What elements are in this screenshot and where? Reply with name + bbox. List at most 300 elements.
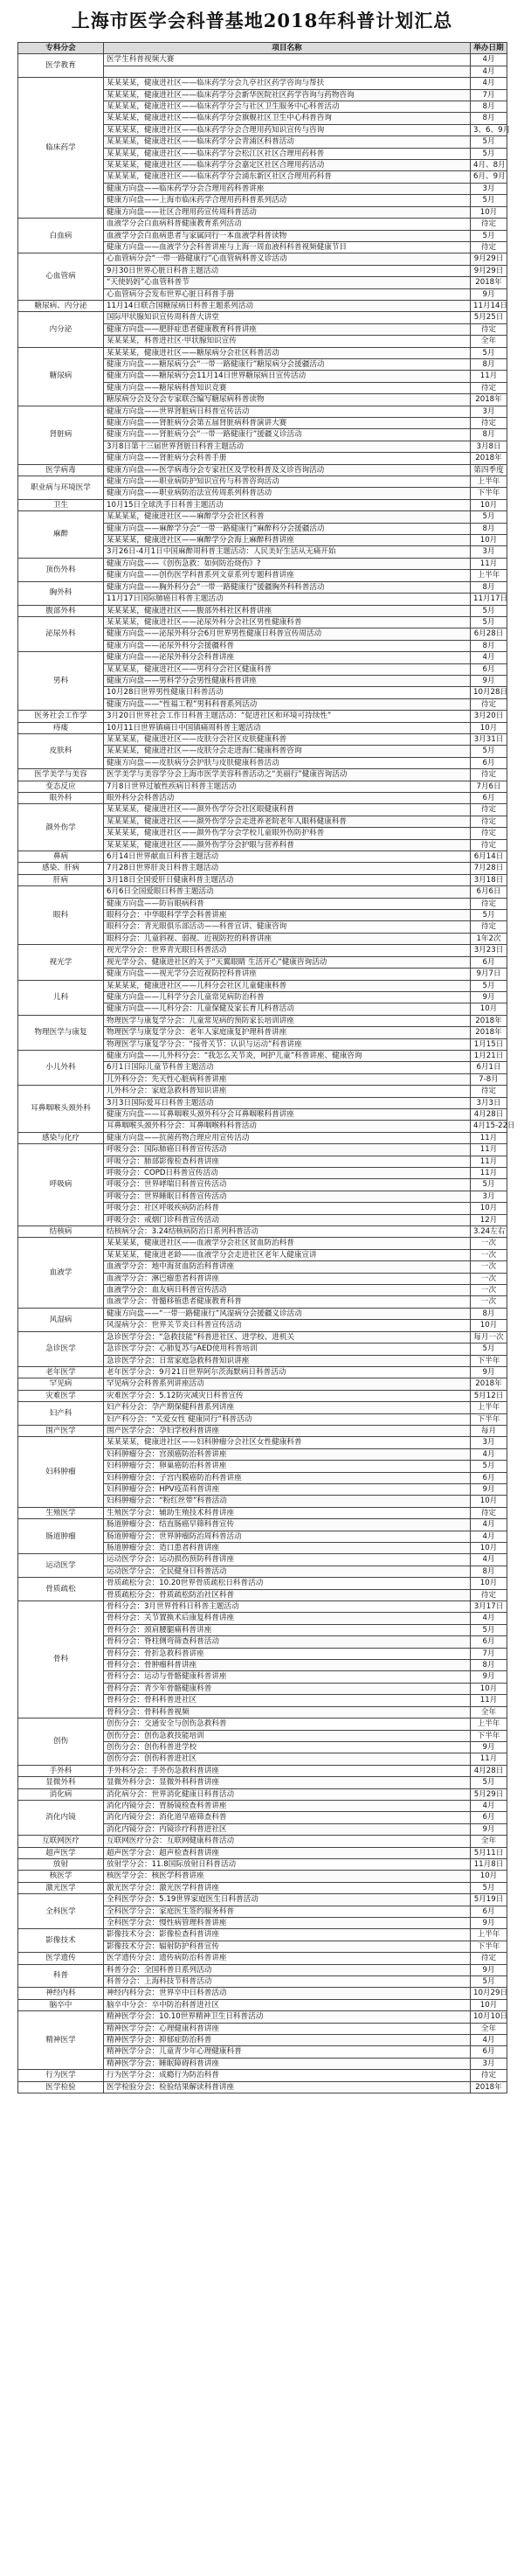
- branch-cell: 脑卒中: [18, 1999, 104, 2010]
- date-cell: 2018年: [471, 2081, 507, 2093]
- table-row: [18, 1554, 507, 1566]
- branch-cell: 科普: [18, 1964, 104, 1988]
- table-row: [18, 1015, 507, 1026]
- date-cell: 9月: [471, 675, 507, 686]
- date-cell: 3.24左右: [471, 1226, 507, 1238]
- project-cell: 某某某某，健康进社区——皮肤分会走进海仁健康科普咨询: [104, 746, 471, 757]
- project-cell: 放射学分会：11.8国际放射日科普活动: [104, 1858, 471, 1870]
- table-row: [18, 1871, 507, 1882]
- table-row: [18, 793, 507, 804]
- project-cell: 视光学分会、健康进社区的关于“天翼眼睛 生活开心”健康咨询活动: [104, 956, 471, 968]
- table-row: [18, 253, 507, 265]
- date-cell: 全年: [471, 1836, 507, 1847]
- project-cell: 儿外科分会：家庭急救科普知识讲座: [104, 1086, 471, 1097]
- date-cell: 10月: [471, 1999, 507, 2010]
- date-cell: 2018年: [471, 394, 507, 406]
- project-cell: 精神医学分会：抑郁症防治科普: [104, 2035, 471, 2046]
- project-cell: 骨科分会：青少年骨骼健康科普: [104, 1683, 471, 1694]
- project-cell: 呼吸分会：肺部影像检查科普讲座: [104, 1156, 471, 1167]
- project-cell: 健康方向盘——“性福工程”男科科普系列活动: [104, 698, 471, 710]
- project-cell: 某某某某，健康进社区——颜外伤学分会学校儿童眼外伤防护科普: [104, 828, 471, 839]
- table-row: [18, 2081, 507, 2093]
- date-cell: 4月: [471, 1613, 507, 1624]
- date-cell: 9月: [471, 288, 507, 300]
- project-cell: 健康方向盘——儿外科分会：“我怎么关节炎，呵护儿童”科普讲座、健康咨询: [104, 1050, 471, 1061]
- date-cell: 2018年: [471, 1015, 507, 1026]
- date-cell: 10月: [471, 1543, 507, 1554]
- branch-cell: 影像技术: [18, 1929, 104, 1953]
- project-cell: 眼科分会：青光眼俱乐部活动——科普宣讲、健康咨询: [104, 921, 471, 933]
- project-cell: 3月20日世界社会工作日科普主题活动：“促进社区和环境可持续性”: [104, 711, 471, 722]
- date-cell: 4月: [471, 2035, 507, 2046]
- date-cell: 2018年: [471, 1378, 507, 1390]
- date-cell: 6月、9月: [471, 171, 507, 183]
- project-cell: 耳鼻咽喉头颈外科分会：耳鼻咽喉科科普活动: [104, 1121, 471, 1132]
- project-cell: 6月1日国际儿童节科普主题活动: [104, 1062, 471, 1073]
- branch-cell: 皮肤科: [18, 733, 104, 768]
- project-cell: 国际甲状腺知识宣传周科普大讲堂: [104, 312, 471, 323]
- table-row: [18, 2070, 507, 2081]
- branch-cell: 医务社会工作学: [18, 711, 104, 722]
- project-cell: 骨科分会：运动与骨骼健康科普讲座: [104, 1671, 471, 1683]
- project-cell: 医学检验分会：检验结果解读科普讲座: [104, 2081, 471, 2093]
- date-cell: 3月23日: [471, 945, 507, 956]
- table-row: [18, 1964, 507, 1975]
- project-cell: 运动医学分会：全民健身日科普活动: [104, 1566, 471, 1577]
- project-cell: 显微外科分会：显微外科科普讲座: [104, 1777, 471, 1788]
- date-cell: 11月: [471, 1144, 507, 1156]
- table-row: [18, 1238, 507, 1249]
- branch-cell: 结核病: [18, 1226, 104, 1238]
- table-row: [18, 616, 507, 628]
- branch-cell: 医学遗传: [18, 1953, 104, 1964]
- branch-cell: 肠道肿瘤: [18, 1519, 104, 1554]
- page-title: 上海市医学会科普基地2018年科普计划汇总: [71, 10, 453, 31]
- branch-cell: 妇科肿瘤: [18, 1437, 104, 1507]
- date-cell: 一次: [471, 1249, 507, 1260]
- table-row: [18, 1132, 507, 1143]
- date-cell: 4月: [471, 652, 507, 663]
- date-cell: 3月: [471, 2058, 507, 2069]
- table-row: [18, 1800, 507, 1811]
- branch-cell: 激光医学: [18, 1882, 104, 1893]
- project-cell: 健康方向盘——肥胖症患者健康教育科普讲座: [104, 323, 471, 335]
- table-row: [18, 980, 507, 991]
- header-project: 项目名称: [104, 43, 471, 54]
- project-cell: 9月30日世界心脏日科普主题活动: [104, 265, 471, 276]
- date-cell: 8月: [471, 101, 507, 113]
- date-cell: 6月: [471, 757, 507, 768]
- date-cell: 5月25日: [471, 312, 507, 323]
- project-cell: 某某某某，科普进社区·甲状腺知识宣传: [104, 336, 471, 347]
- project-cell: 某某某某，健康进老龄——血液学分会走进社区老年人健康宣讲: [104, 1249, 471, 1260]
- project-cell: 健康方向盘——糖尿病分会11月14日世界糖尿病日宣传活动: [104, 371, 471, 382]
- project-cell: 骨质疏松分会：10.20世界骨质疏松日科普活动: [104, 1578, 471, 1589]
- header-date: 举办日期: [471, 43, 507, 54]
- project-cell: 肠道肿瘤分会：世界肿瘤防治周科普活动: [104, 1531, 471, 1542]
- date-cell: 9月: [471, 1741, 507, 1753]
- branch-cell: 医学教育: [18, 54, 104, 78]
- project-cell: 科普分会：全国科普日系列活动: [104, 1964, 471, 1975]
- date-cell: 4月28日: [471, 1108, 507, 1120]
- date-cell: 3月31日: [471, 733, 507, 745]
- date-cell: 5月: [471, 511, 507, 523]
- project-cell: 健康方向盘——血液学分会科普讲座与上海一周血液科科普视频健康节目: [104, 241, 471, 253]
- project-cell: 物理医学与康复学分会：“接骨关节：认识与运动”科普讲座: [104, 1038, 471, 1050]
- table-row: [18, 1437, 507, 1448]
- branch-cell: 肝病: [18, 874, 104, 885]
- date-cell: 待定: [471, 769, 507, 781]
- date-cell: 8月: [471, 113, 507, 124]
- project-cell: 健康方向盘——糖尿病分会“一带一路健康行”糖尿病分会援疆活动: [104, 358, 471, 370]
- table-row: [18, 605, 507, 616]
- project-cell: 眼科分会：中华眼科学学会科普讲座: [104, 910, 471, 921]
- project-cell: 创伤分会：创伤科普进社区: [104, 1753, 471, 1765]
- project-cell: 肠道肿瘤分会：造口患者科普讲座: [104, 1543, 471, 1554]
- branch-cell: 白血病: [18, 219, 104, 253]
- date-cell: 5月: [471, 195, 507, 206]
- project-cell: 血液学分会白血病患者与家属同行一本血液学科普读物: [104, 230, 471, 241]
- table-row: [18, 1988, 507, 1999]
- branch-cell: 职业病与环境医学: [18, 476, 104, 500]
- project-cell: 妇产科分会：“关爱女性 健康同行”科普活动: [104, 1413, 471, 1425]
- branch-cell: 消化内镜: [18, 1800, 104, 1835]
- branch-cell: 耳鼻咽喉头颈外科: [18, 1086, 104, 1133]
- date-cell: 待定: [471, 839, 507, 851]
- date-cell: 6月: [471, 1906, 507, 1917]
- branch-cell: 颜外伤学: [18, 804, 104, 851]
- date-cell: 7-8月: [471, 1073, 507, 1085]
- date-cell: 10月: [471, 1871, 507, 1882]
- table-row: [18, 733, 507, 745]
- table-row: [18, 219, 507, 230]
- table-row: [18, 1894, 507, 1906]
- project-cell: 健康方向盘——男科学分会男性健康科普讲座: [104, 675, 471, 686]
- project-cell: 手外科分会：手外伤急救科普讲座: [104, 1765, 471, 1776]
- date-cell: 10月: [471, 1578, 507, 1589]
- date-cell: 2018年: [471, 453, 507, 464]
- date-cell: 每月一次: [471, 1331, 507, 1343]
- table-row: [18, 1144, 507, 1156]
- date-cell: 待定: [471, 323, 507, 335]
- table-row: [18, 511, 507, 523]
- date-cell: 下半年: [471, 1413, 507, 1425]
- date-cell: 待定: [471, 241, 507, 253]
- table-row: [18, 78, 507, 89]
- date-cell: 9月: [471, 1483, 507, 1495]
- project-cell: 神经内科分会：世界卒中日科普活动: [104, 1988, 471, 1999]
- project-cell: 健康方向盘——肾脏病分会科普手册: [104, 453, 471, 464]
- project-cell: 某某某某，健康进社区——颜外伤学分会走进养老院老年人眼科健康科普: [104, 816, 471, 827]
- project-cell: 6月14日世界献血日科普主题活动: [104, 851, 471, 863]
- project-cell: 3月26日-4月1日中国麻醉周科普主题活动：人民美好生活从无痛开始: [104, 546, 471, 558]
- project-cell: 创伤分会：创伤科普进学校: [104, 1741, 471, 1753]
- project-cell: 行为医学分会：成瘾行为防治科普: [104, 2070, 471, 2081]
- table-row: [18, 1578, 507, 1589]
- branch-cell: 妇产科: [18, 1402, 104, 1426]
- project-cell: 某某某某，健康进社区——妇科肿瘤分会社区女性健康科普: [104, 1437, 471, 1448]
- date-cell: 4月: [471, 1554, 507, 1566]
- date-cell: 7月: [471, 1648, 507, 1659]
- date-cell: 10月: [471, 722, 507, 733]
- header-branch: 专科分会: [18, 43, 104, 54]
- date-cell: 10月28日: [471, 687, 507, 698]
- project-cell: 健康方向盘——儿科学分会儿童常见病防治科普: [104, 991, 471, 1003]
- project-cell: 核医学分会：核医学科普讲座: [104, 1871, 471, 1882]
- table-row: [18, 1765, 507, 1776]
- project-cell: 呼吸分会：国际肺癌日科普宣传活动: [104, 1144, 471, 1156]
- project-cell: 灾难医学分会：5.12防灾减灾日科普宣传: [104, 1390, 471, 1401]
- project-cell: 激光医学分会：激光医学科普讲座: [104, 1882, 471, 1893]
- project-cell: 3月8日第十三届世界肾脏日科普主题活动: [104, 441, 471, 452]
- date-cell: 6月: [471, 793, 507, 804]
- date-cell: 5月: [471, 746, 507, 757]
- table-row: [18, 851, 507, 863]
- date-cell: 待定: [471, 418, 507, 429]
- date-cell: 1月21日: [471, 1050, 507, 1061]
- date-cell: 5月: [471, 1777, 507, 1788]
- project-cell: 全科医学分会：慢性病管理科普讲座: [104, 1918, 471, 1929]
- project-cell: 健康方向盘——糖尿病科普知识竞赛: [104, 382, 471, 393]
- project-cell: 健康方向盘——泌尿外科分会6月世界男性健康日科普宣传周活动: [104, 628, 471, 640]
- date-cell: 11月: [471, 1156, 507, 1167]
- date-cell: 6月: [471, 2046, 507, 2058]
- date-cell: 11月: [471, 1132, 507, 1143]
- project-cell: 10月11日世界镇痛日中国镇痛周科普主题活动: [104, 722, 471, 733]
- project-cell: 视光学分会：世界青光眼日科普活动: [104, 945, 471, 956]
- date-cell: 11月: [471, 1753, 507, 1765]
- date-cell: 5月12日: [471, 1390, 507, 1401]
- date-cell: 10月: [471, 535, 507, 546]
- date-cell: 8月: [471, 581, 507, 593]
- project-cell: 3月3日国际爱耳日科普主题活动: [104, 1097, 471, 1108]
- date-cell: 5月: [471, 136, 507, 148]
- branch-cell: 儿科: [18, 980, 104, 1015]
- branch-cell: 互联网医疗: [18, 1836, 104, 1847]
- table-row: [18, 300, 507, 311]
- project-cell: 健康方向盘——社区合理用药宣传周科普活动: [104, 206, 471, 218]
- project-cell: 呼吸分会：COPD日科普宣传活动: [104, 1168, 471, 1179]
- project-cell: 影像技术分会：影像检查科普讲座: [104, 1929, 471, 1941]
- project-cell: 骨质疏松分会：骨质疏松防治社区科普: [104, 1589, 471, 1600]
- date-cell: 4月: [471, 1531, 507, 1542]
- project-cell: 科普分会：上海科技节科普活动: [104, 1976, 471, 1988]
- date-cell: 下半年: [471, 1730, 507, 1741]
- branch-cell: 围产医学: [18, 1425, 104, 1436]
- date-cell: 8月: [471, 640, 507, 651]
- branch-cell: 小儿外科: [18, 1050, 104, 1085]
- table-row: [18, 1086, 507, 1097]
- project-cell: 妇科肿瘤分会：HPV疫苗科普讲座: [104, 1483, 471, 1495]
- project-cell: 骨科分会：骨科科普视频: [104, 1706, 471, 1718]
- date-cell: 4月: [471, 1448, 507, 1460]
- table-row: [18, 581, 507, 593]
- project-cell: 物理医学与康复学分会：老年人家庭康复护理科普讲座: [104, 1027, 471, 1038]
- table-row: [18, 1519, 507, 1531]
- table-row: [18, 1882, 507, 1893]
- table-row: [18, 1308, 507, 1319]
- date-cell: 待定: [471, 921, 507, 933]
- project-cell: 呼吸分会：戒烟门诊科普宣传活动: [104, 1214, 471, 1226]
- date-cell: 6月: [471, 1472, 507, 1483]
- branch-cell: 糖尿病、内分泌: [18, 300, 104, 311]
- project-cell: 生殖医学分会：辅助生殖技术科普讲座: [104, 1507, 471, 1518]
- date-cell: 下半年: [471, 1355, 507, 1366]
- project-cell: 妇产科分会：孕产期保健科普系列讲座: [104, 1402, 471, 1413]
- table-row: [18, 54, 507, 66]
- project-cell: 肠道肿瘤分会：结直肠癌早筛科普宣传: [104, 1519, 471, 1531]
- date-cell: 2018年: [471, 1027, 507, 1038]
- project-cell: 物理医学与康复学分会：儿童常见病的预防家长培训讲座: [104, 1015, 471, 1026]
- date-cell: 8月: [471, 523, 507, 534]
- date-cell: 每月: [471, 1425, 507, 1436]
- project-cell: 创伤分会：创伤急救技能培训: [104, 1730, 471, 1741]
- date-cell: 6月: [471, 1636, 507, 1648]
- project-cell: 心血管病分会发布世界心脏日科普手册: [104, 288, 471, 300]
- date-cell: 3月17日: [471, 1601, 507, 1613]
- project-cell: 某某某某，健康进社区——儿科分会社区儿童健康科普: [104, 980, 471, 991]
- table-row: [18, 1836, 507, 1847]
- date-cell: 4月、8月: [471, 160, 507, 171]
- date-cell: 7月: [471, 89, 507, 101]
- date-cell: 全年: [471, 336, 507, 347]
- project-cell: 某某某某，健康进社区——血液学分会社区贫血防治科普: [104, 1238, 471, 1249]
- project-cell: 医学生科普视频大赛: [104, 54, 471, 66]
- project-cell: 医学美学与美容学分会上海市医学美容科普活动之“美丽行”健康咨询活动: [104, 769, 471, 781]
- branch-cell: 心血管病: [18, 253, 104, 301]
- date-cell: 5月: [471, 148, 507, 159]
- project-cell: 健康方向盘——泌尿外科分会科普讲座: [104, 652, 471, 663]
- date-cell: 5月: [471, 230, 507, 241]
- project-cell: 罕见病分会科普系列讲座活动: [104, 1378, 471, 1390]
- project-cell: 妇科肿瘤分会：宫颈癌防治科普讲座: [104, 1448, 471, 1460]
- date-cell: 全年: [471, 1706, 507, 1718]
- table-row: [18, 464, 507, 476]
- date-cell: 上半年: [471, 1718, 507, 1730]
- project-cell: 某某某某，健康进社区——泌尿外科分会社区男性健康科普: [104, 616, 471, 628]
- project-cell: 健康方向盘——临床药学分会合理用药科普讲座: [104, 183, 471, 194]
- date-cell: 10月: [471, 1496, 507, 1507]
- date-cell: 1月15日: [471, 1038, 507, 1050]
- date-cell: 上半年: [471, 476, 507, 488]
- project-cell: 健康方向盘——《创伤急救：如何防治烧伤》?: [104, 558, 471, 569]
- table-row: [18, 1366, 507, 1378]
- date-cell: 全年: [471, 2023, 507, 2034]
- date-cell: 11月: [471, 1695, 507, 1706]
- project-cell: 健康方向盘——世界肾脏病日科普宣传活动: [104, 406, 471, 417]
- branch-cell: 眼科: [18, 886, 104, 945]
- date-cell: 6月: [471, 1812, 507, 1823]
- date-cell: 3、6、9月: [471, 124, 507, 135]
- branch-cell: 行为医学: [18, 2070, 104, 2081]
- project-cell: 某某某某，健康进社区——临床药学分会新华医院社区药学咨询与药物咨询: [104, 89, 471, 101]
- date-cell: 9月: [471, 1918, 507, 1929]
- branch-cell: 医学检验: [18, 2081, 104, 2093]
- table-row: [18, 711, 507, 722]
- date-cell: 5月: [471, 605, 507, 616]
- table-row: [18, 1953, 507, 1964]
- branch-cell: 罕见病: [18, 1378, 104, 1390]
- date-cell: 8月: [471, 1660, 507, 1671]
- project-cell: 妇科肿瘤分会：“粉红丝带”科普活动: [104, 1496, 471, 1507]
- branch-cell: 灾难医学: [18, 1390, 104, 1401]
- date-cell: 11月8日: [471, 1858, 507, 1870]
- date-cell: 5月: [471, 910, 507, 921]
- date-cell: 2018年: [471, 277, 507, 288]
- project-cell: 健康方向盘——麻醉学分会“一带一路健康行”麻醉科分会援疆活动: [104, 523, 471, 534]
- date-cell: 待定: [471, 2070, 507, 2081]
- project-cell: 精神医学分会：10.10世界精神卫生日科普活动: [104, 2011, 471, 2023]
- date-cell: 9月: [471, 1964, 507, 1975]
- table-row: [18, 1718, 507, 1730]
- date-cell: 第四季度: [471, 464, 507, 476]
- date-cell: 10月29日: [471, 1988, 507, 1999]
- date-cell: 10月: [471, 1003, 507, 1015]
- table-row: [18, 945, 507, 956]
- date-cell: 上半年: [471, 1929, 507, 1941]
- branch-cell: 卫生: [18, 499, 104, 510]
- date-cell: 10月: [471, 1203, 507, 1214]
- branch-cell: 核医学: [18, 1871, 104, 1882]
- branch-cell: 感染与化疗: [18, 1132, 104, 1143]
- branch-cell: 创伤: [18, 1718, 104, 1766]
- branch-cell: 感染、肝病: [18, 863, 104, 874]
- date-cell: 3月: [471, 1437, 507, 1448]
- project-cell: 呼吸分会：社区呼吸疾病防治科普: [104, 1203, 471, 1214]
- table-row: [18, 499, 507, 510]
- table-row: [18, 886, 507, 898]
- date-cell: 9月7日: [471, 969, 507, 980]
- date-cell: 1年2次: [471, 933, 507, 944]
- branch-cell: 痔瘘: [18, 722, 104, 733]
- date-cell: 待定: [471, 1507, 507, 1518]
- branch-cell: 物理医学与康复: [18, 1015, 104, 1050]
- project-cell: 妇科肿瘤分会：子宫内膜癌防治科普讲座: [104, 1472, 471, 1483]
- date-cell: 待定: [471, 804, 507, 816]
- project-cell: 呼吸分会：世界哮喘日科普宣传活动: [104, 1179, 471, 1191]
- table-row: [18, 1425, 507, 1436]
- date-cell: 5月: [471, 1624, 507, 1635]
- date-cell: 5月: [471, 1882, 507, 1893]
- project-cell: 健康方向盘——“一带一路健康行”风湿病分会援疆义诊活动: [104, 1308, 471, 1319]
- branch-cell: 糖尿病: [18, 347, 104, 406]
- branch-cell: 肾脏病: [18, 406, 104, 464]
- table-row: [18, 1601, 507, 1613]
- branch-cell: 变态反应: [18, 781, 104, 792]
- date-cell: 3月20日: [471, 711, 507, 722]
- date-cell: 3月18日: [471, 874, 507, 885]
- date-cell: 10月: [471, 206, 507, 218]
- branch-cell: 鼻病: [18, 851, 104, 863]
- project-cell: 精神医学分会：儿童青少年心理健康科普: [104, 2046, 471, 2058]
- project-cell: 6月6日全国爱眼日科普主题活动: [104, 886, 471, 898]
- date-cell: 5月11日: [471, 1847, 507, 1858]
- date-cell: 6月: [471, 956, 507, 968]
- date-cell: 10月10日: [471, 2011, 507, 2023]
- project-cell: 3月18日全国爱肝日健康科普主题活动: [104, 874, 471, 885]
- project-cell: 健康方向盘——肾脏病分会“一带一路健康行”援疆义诊活动: [104, 429, 471, 441]
- project-cell: 7月28日世界肝炎日科普主题活动: [104, 863, 471, 874]
- branch-cell: 急诊医学: [18, 1331, 104, 1366]
- date-cell: 待定: [471, 382, 507, 393]
- branch-cell: 呼吸病: [18, 1144, 104, 1226]
- project-cell: 10月28日世界男性健康日科普活动: [104, 687, 471, 698]
- branch-cell: 神经内科: [18, 1988, 104, 1999]
- branch-cell: 医学美学与美容: [18, 769, 104, 781]
- project-cell: 某某某某，健康进社区——临床药学分会松江区社区合理用药科普: [104, 148, 471, 159]
- project-cell: 急诊医学分会：心肺复苏与AED使用科普培训: [104, 1344, 471, 1355]
- project-cell: 健康方向盘——胸外科分会“一带一路健康行”援疆胸外科科普活动: [104, 581, 471, 593]
